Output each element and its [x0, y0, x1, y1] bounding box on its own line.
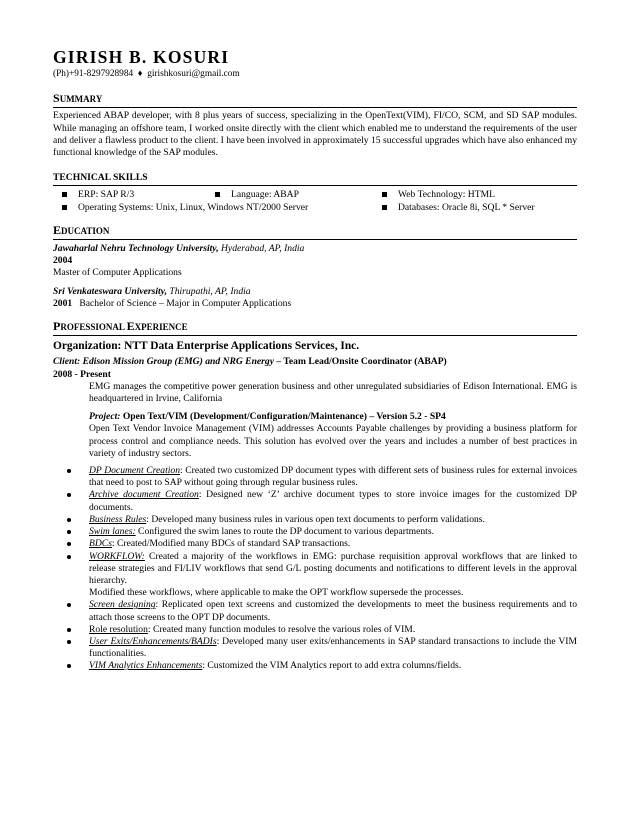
skill-item: ERP: SAP R/3 — [53, 189, 215, 201]
resume-document — [53, 47, 577, 673]
client-line — [53, 356, 577, 368]
list-item: User Exits/Enhancements/BADIs: Developed many user exits/enhancements in SAP standard transactions to include the VIM functionalities. — [89, 635, 577, 660]
employment-period: 2008 - Present — [53, 368, 111, 380]
skills-grid — [53, 189, 577, 213]
list-item: Archive document Creation: Designed new ‘Z’ archive document types to store invoice images for the customized DP documents. — [89, 489, 577, 513]
school-name: Jawaharlal Nehru Technology University, — [53, 243, 219, 255]
contact-line — [53, 68, 577, 80]
list-item: BDCs: Created/Modified many BDCs of standard SAP transactions. — [89, 538, 577, 550]
school-place: Hyderabad, AP, India — [218, 243, 305, 255]
list-item: WORKFLOW: Created a majority of the workflows in EMG: purchase requisition approval workflows that are linked to release strategies and FI/LIV workflows that send G/L posting documents and notifications to different levels in the approval hierarchy. Modified these workflows, where applicable to make the OPT workflow supersede the processes. — [89, 550, 577, 599]
phone-number: (Ph)+91-8297928984 — [53, 69, 134, 79]
school-place: Thirupathi, AP, India — [166, 285, 251, 297]
school-name: Sri Venkateswara University, — [53, 285, 167, 297]
skill-item: Language: ABAP — [215, 189, 373, 201]
skill-item: Operating Systems: Unix, Linux, Windows NT/2000 Server — [53, 202, 373, 214]
education-heading: EDUCATION — [53, 224, 577, 240]
client-name: Client: Edison Mission Group (EMG) and NRG Energy — [53, 356, 274, 368]
candidate-name: GIRISH B. KOSURI — [53, 47, 230, 67]
email-address: girishkosuri@gmail.com — [147, 69, 240, 79]
graduation-year: 2001 — [53, 297, 73, 309]
education-entry — [53, 243, 577, 280]
company-description: EMG manages the competitive power generation business and other unregulated subsidiaries of Edison International. EMG is headquartered in Irvine, California — [89, 380, 577, 405]
list-item: VIM Analytics Enhancements: Customized the VIM Analytics report to add extra columns/fields. — [89, 660, 577, 672]
list-item: Business Rules: Developed many business rules in various open text documents to perform validations. — [89, 514, 577, 526]
graduation-year: 2004 — [53, 255, 73, 267]
technical-skills-heading: TECHNICAL SKILLS — [53, 172, 577, 186]
list-item: Swim lanes: Configured the swim lanes to route the DP document to various departments. — [89, 526, 577, 538]
project-title: Open Text/VIM (Development/Configuration/Maintenance) – Version 5.2 - SP4 — [120, 411, 446, 423]
client-role: – Team Lead/Onsite Coordinator (ABAP) — [273, 356, 447, 368]
project-description: Open Text Vendor Invoice Management (VIM) addresses Accounts Payable challenges by providing a business platform for process control and compliance needs. This solution has evolved over the years and includes a number of best practices in variety of industry sectors. — [89, 423, 577, 459]
project-label: Project: — [89, 411, 121, 423]
skill-item: Web Technology: HTML — [373, 189, 577, 201]
project-line — [53, 411, 577, 423]
degree: Master of Computer Applications — [53, 267, 182, 279]
experience-heading: PROFESSIONAL EXPERIENCE — [53, 320, 577, 336]
organization-line: Organization: NTT Data Enterprise Applications Services, Inc. — [53, 340, 360, 353]
achievement-list — [53, 465, 577, 672]
diamond-separator-icon: ♦ — [137, 69, 143, 79]
list-item: Screen designing: Replicated open text screens and customized the developments to meet the business requirements and to attach those screens to the OPT DP documents. — [89, 599, 577, 623]
summary-heading: SUMMARY — [53, 92, 577, 108]
summary-text: Experienced ABAP developer, with 8 plus years of success, specializing in the OpenText(VIM), FI/CO, SCM, and SD SAP modules. While managing an offshore team, I worked onsite directly with the client which enabled me to understand the requirements of the user and deliver a flawless product to the client. I have been involved in approximately 15 successful upgrades which have also enhanced my functional knowledge of the SAP modules. — [53, 110, 577, 159]
education-entry — [53, 286, 577, 310]
list-item: Role resolution: Created many function modules to resolve the various roles of VIM. — [89, 624, 577, 636]
list-item: DP Document Creation: Created two customized DP document types with different sets of business rules for external invoices that need to post to SAP without going through regular business rules. — [89, 465, 577, 489]
skill-item: Databases: Oracle 8i, SQL * Server — [373, 202, 577, 214]
degree: Bachelor of Science – Major in Computer Applications — [79, 297, 292, 309]
